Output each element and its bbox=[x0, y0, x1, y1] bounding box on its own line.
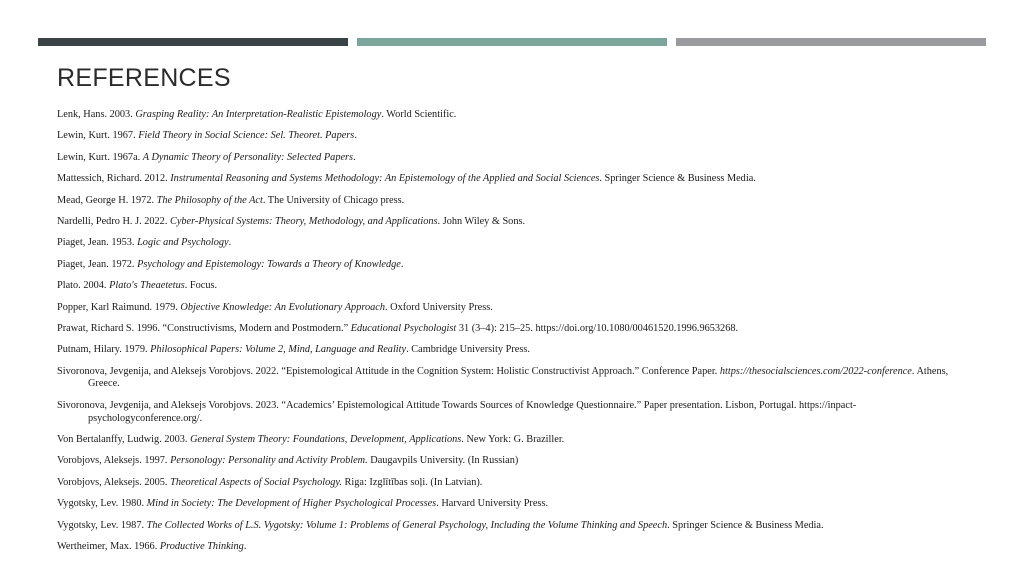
reference-publisher-info: . bbox=[353, 151, 356, 163]
reference-authors-year: Mead, George H. 1972. bbox=[57, 194, 157, 206]
reference-item bbox=[57, 541, 969, 554]
reference-work-title: Instrumental Reasoning and Systems Methodology: An Epistemology of the Applied and Social Sciences bbox=[170, 173, 600, 185]
reference-publisher-info: . Athens, Greece. bbox=[88, 365, 949, 390]
reference-authors-year: Von Bertalanffy, Ludwig. 2003. bbox=[57, 434, 191, 446]
slide-title: REFERENCES bbox=[57, 64, 231, 92]
reference-authors-year: Lenk, Hans. 2003. bbox=[57, 109, 136, 120]
reference-authors-year: Vygotsky, Lev. 1987. bbox=[57, 519, 147, 531]
reference-authors-year: Lewin, Kurt. 1967. bbox=[57, 130, 139, 142]
reference-publisher-info: . bbox=[243, 541, 247, 553]
reference-item bbox=[57, 109, 969, 122]
reference-item bbox=[57, 195, 969, 208]
reference-authors-year: Piaget, Jean. 1953. bbox=[57, 237, 138, 249]
reference-authors-year: Vorobjovs, Aleksejs. 2005. bbox=[57, 476, 171, 488]
reference-publisher-info: . Cambridge University Press. bbox=[406, 344, 530, 356]
reference-publisher-info: . bbox=[354, 130, 357, 142]
decor-bar-gray bbox=[676, 38, 986, 46]
reference-item bbox=[57, 302, 969, 315]
reference-work-title: Plato's Theaetetus bbox=[109, 280, 185, 292]
reference-item bbox=[57, 477, 969, 490]
header-decoration-bars bbox=[38, 38, 986, 46]
reference-publisher-info: . Springer Science & Business Media. bbox=[599, 173, 756, 185]
reference-publisher-info: . John Wiley & Sons. bbox=[437, 215, 526, 227]
reference-item bbox=[57, 344, 969, 357]
reference-authors-year: Piaget, Jean. 1972. bbox=[57, 258, 138, 270]
reference-work-title: https://thesocialsciences.com/2022-conference bbox=[719, 365, 912, 377]
reference-item bbox=[57, 366, 969, 392]
reference-item bbox=[57, 455, 969, 468]
reference-publisher-info: . bbox=[400, 258, 404, 270]
reference-work-title: The Collected Works of L.S. Vygotsky: Volume 1: Problems of General Psychology, Including the Volume Thinking and Speech bbox=[146, 519, 668, 531]
reference-list bbox=[57, 109, 969, 562]
reference-item bbox=[57, 237, 969, 250]
reference-publisher-info: . Oxford University Press. bbox=[384, 301, 493, 313]
reference-work-title: Productive Thinking bbox=[159, 541, 244, 553]
reference-authors-year: Popper, Karl Raimund. 1979. bbox=[57, 301, 181, 313]
reference-item bbox=[57, 259, 969, 272]
reference-publisher-info: Riga: Izglītības soļi. (In Latvian). bbox=[341, 476, 483, 488]
reference-item bbox=[57, 280, 969, 293]
reference-item bbox=[57, 498, 969, 511]
reference-authors-year: Sivoronova, Jevgenija, and Aleksejs Vorobjovs. 2023. “Academics’ Epistemological Attitude Towards Sources of Knowledge Questionnaire.” Paper presentation. Lisbon, Portugal. https://inpact-psychologyconference.org/. bbox=[57, 399, 857, 424]
reference-work-title: The Philosophy of the Act bbox=[156, 194, 263, 206]
reference-authors-year: Plato. 2004. bbox=[57, 280, 110, 292]
reference-authors-year: Putnam, Hilary. 1979. bbox=[57, 344, 151, 356]
reference-work-title: Objective Knowledge: An Evolutionary Approach bbox=[180, 301, 385, 313]
reference-publisher-info: . Harvard University Press. bbox=[436, 498, 549, 510]
reference-work-title: Educational Psychologist bbox=[350, 322, 457, 334]
reference-publisher-info: . bbox=[228, 237, 232, 249]
reference-work-title: Philosophical Papers: Volume 2, Mind, Language and Reality bbox=[150, 344, 407, 356]
reference-authors-year: Prawat, Richard S. 1996. “Constructivisms, Modern and Postmodern.” bbox=[57, 322, 351, 334]
reference-work-title: General System Theory: Foundations, Development, Applications bbox=[190, 434, 462, 446]
reference-item bbox=[57, 400, 969, 426]
reference-publisher-info: Daugavpils University. (In Russian) bbox=[367, 455, 519, 467]
reference-item bbox=[57, 130, 969, 143]
reference-authors-year: Vygotsky, Lev. 1980. bbox=[57, 498, 147, 510]
reference-item bbox=[57, 323, 969, 336]
reference-work-title: Mind in Society: The Development of Higher Psychological Processes bbox=[146, 498, 437, 510]
reference-authors-year: Lewin, Kurt. 1967a. bbox=[57, 151, 143, 163]
reference-work-title: Personology: Personality and Activity Problem. bbox=[170, 455, 368, 467]
reference-authors-year: Nardelli, Pedro H. J. 2022. bbox=[57, 215, 170, 227]
reference-item bbox=[57, 173, 969, 186]
reference-item bbox=[57, 216, 969, 229]
reference-authors-year: Wertheimer, Max. 1966. bbox=[57, 541, 160, 553]
reference-publisher-info: . The University of Chicago press. bbox=[262, 194, 405, 206]
reference-work-title: A Dynamic Theory of Personality: Selected Papers bbox=[142, 151, 354, 163]
reference-authors-year: Mattessich, Richard. 2012. bbox=[57, 173, 171, 185]
decor-bar-teal bbox=[357, 38, 667, 46]
reference-item bbox=[57, 152, 969, 165]
reference-work-title: Field Theory in Social Science: Sel. Theoret. Papers bbox=[138, 130, 355, 142]
reference-publisher-info: . Springer Science & Business Media. bbox=[667, 519, 824, 531]
reference-work-title: Cyber-Physical Systems: Theory, Methodology, and Applications bbox=[169, 215, 438, 227]
reference-publisher-info: . Focus. bbox=[184, 280, 218, 292]
reference-work-title: Theoretical Aspects of Social Psychology. bbox=[170, 476, 342, 488]
reference-work-title: Grasping Reality: An Interpretation-Realistic Epistemology bbox=[135, 109, 382, 120]
reference-authors-year: Sivoronova, Jevgenija, and Aleksejs Vorobjovs. 2022. “Epistemological Attitude in the Cognition System: Holistic Constructivist Approach.” Conference Paper. bbox=[57, 365, 720, 377]
reference-publisher-info: 31 (3–4): 215–25. https://doi.org/10.1080/00461520.1996.9653268. bbox=[456, 322, 739, 334]
reference-work-title: Psychology and Epistemology: Towards a Theory of Knowledge bbox=[137, 258, 401, 270]
reference-authors-year: Vorobjovs, Aleksejs. 1997. bbox=[57, 455, 171, 467]
reference-publisher-info: . World Scientific. bbox=[381, 109, 457, 120]
reference-item bbox=[57, 520, 969, 533]
decor-bar-dark bbox=[38, 38, 348, 46]
reference-work-title: Logic and Psychology bbox=[137, 237, 229, 249]
reference-publisher-info: . New York: G. Braziller. bbox=[461, 434, 565, 446]
reference-item bbox=[57, 434, 969, 447]
